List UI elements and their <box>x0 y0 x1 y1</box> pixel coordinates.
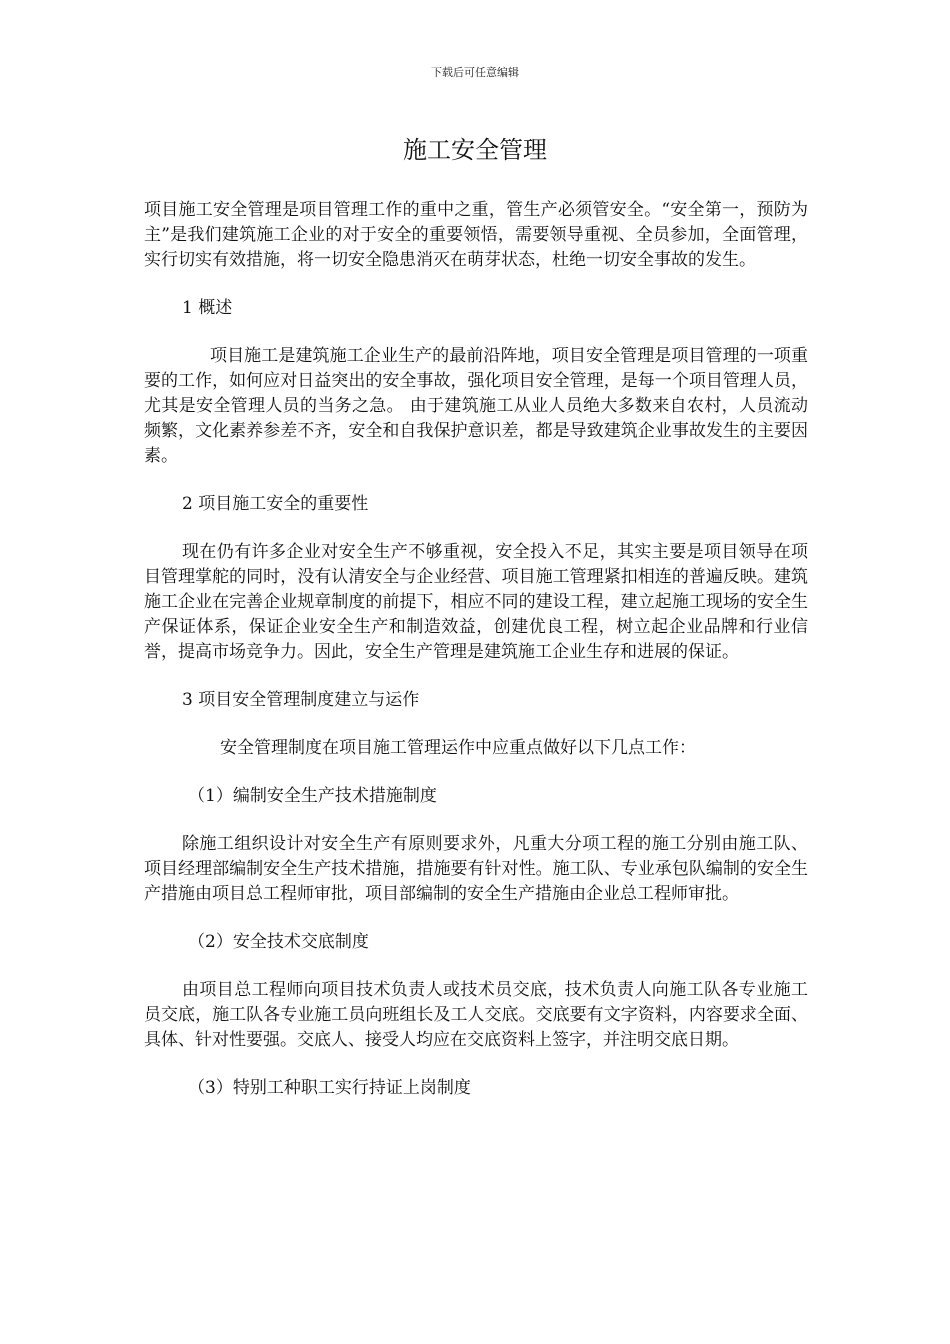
item-2-heading: （2）安全技术交底制度 <box>188 932 369 952</box>
section-2-heading: 2 项目施工安全的重要性 <box>182 494 369 514</box>
item-2-body: 由项目总工程师向项目技术负责人或技术员交底，技术负责人向施工队各专业施工员交底，施工队各专业施工员向班组长及工人交底。交底要有文字资料，内容要求全面、具体、针对性要强。交底人、接受人均应在交底资料上签字，并注明交底日期。 <box>144 980 808 1050</box>
item-1-heading: （1）编制安全生产技术措施制度 <box>188 786 437 806</box>
intro-paragraph: 项目施工安全管理是项目管理工作的重中之重，管生产必须管安全。“安全第一，预防为主”是我们建筑施工企业的对于安全的重要领悟，需要领导重视、全员参加，全面管理，实行切实有效措施，将一切安全隐患消灭在萌芽状态，杜绝一切安全事故的发生。 <box>144 200 808 270</box>
item-3-heading: （3）特别工种职工实行持证上岗制度 <box>188 1078 471 1098</box>
document-title: 施工安全管理 <box>403 136 547 164</box>
item-1-body: 除施工组织设计对安全生产有原则要求外，凡重大分项工程的施工分别由施工队、项目经理部编制安全生产技术措施，措施要有针对性。施工队、专业承包队编制的安全生产措施由项目总工程师审批，项目部编制的安全生产措施由企业总工程师审批。 <box>144 834 808 904</box>
section-1-body: 项目施工是建筑施工企业生产的最前沿阵地，项目安全管理是项目管理的一项重要的工作，如何应对日益突出的安全事故，强化项目安全管理，是每一个项目管理人员，尤其是安全管理人员的当务之急。 由于建筑施工从业人员绝大多数来自农村，人员流动频繁，文化素养参差不齐，安全和自我保护意识差，都是导致建筑企业事故发生的主要因素。 <box>144 346 808 466</box>
header-note: 下载后可任意编辑 <box>431 66 519 79</box>
section-3-heading: 3 项目安全管理制度建立与运作 <box>182 690 420 710</box>
document-body <box>144 198 808 1124</box>
section-2-body: 现在仍有许多企业对安全生产不够重视，安全投入不足，其实主要是项目领导在项目管理掌舵的同时，没有认清安全与企业经营、项目施工管理紧扣相连的普遍反映。建筑施工企业在完善企业规章制度的前提下，相应不同的建设工程，建立起施工现场的安全生产保证体系，保证企业安全生产和制造效益，创建优良工程，树立起企业品牌和行业信誉，提高市场竞争力。因此，安全生产管理是建筑施工企业生存和进展的保证。 <box>144 542 808 662</box>
section-1-heading: 1 概述 <box>182 298 233 318</box>
section-3-lead: 安全管理制度在项目施工管理运作中应重点做好以下几点工作： <box>220 738 696 758</box>
